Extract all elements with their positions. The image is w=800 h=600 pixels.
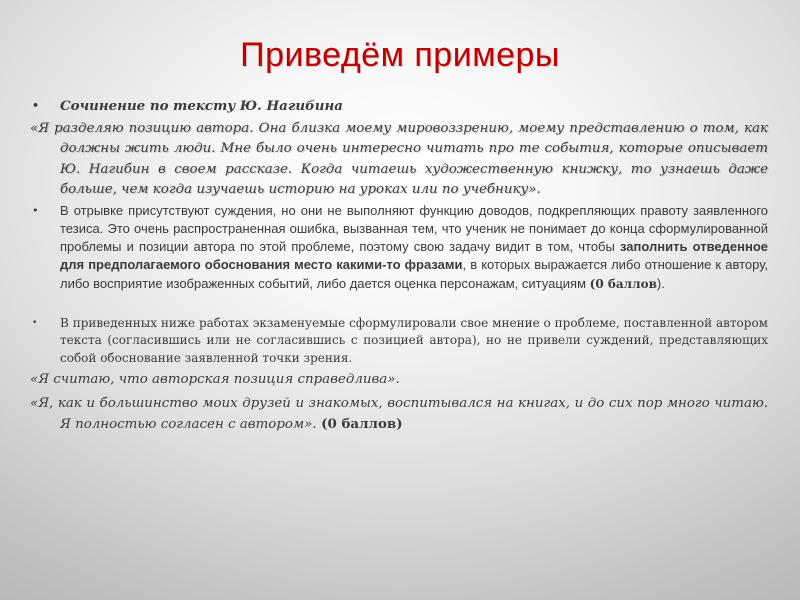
comment2-text: В приведенных ниже работах экзаменуемые сформулировали свое мнение о проблеме, поставленной автором текста (согласившись или не согласившись с позицией автора), но не привели суждений, представляющих собой обоснование заявленной точки зрения. [60, 315, 768, 365]
spacer [30, 293, 768, 315]
bullet-icon: • [32, 99, 40, 112]
source-bullet [30, 96, 768, 117]
comment-text-bold: заполнить отведенное для предполагаемого обоснования место какими-то фразами [60, 239, 768, 273]
quote-paragraph [30, 119, 768, 201]
bullet-icon: • [32, 317, 38, 328]
comment-end: ). [656, 275, 665, 291]
source-title: Сочинение по тексту Ю. Нагибина [60, 98, 343, 114]
quote3-text: «Я, как и большинство моих друзей и знакомых, воспитывался на книгах, и до сих пор много читаю. Я полностью согласен с автором». [30, 395, 768, 433]
quote3-score: (0 баллов) [316, 416, 403, 433]
slide-content [30, 96, 768, 436]
comment-score: (0 баллов [589, 276, 657, 291]
bullet-icon: • [32, 203, 39, 217]
slide-title: Приведём примеры [240, 36, 560, 74]
quote2-text: «Я считаю, что авторская позиция справедлива». [30, 372, 400, 388]
comment-text-part2: , в которых выражается либо отношение к автору, либо восприятие изображенных событий, либо дается оценка персонажам, ситуациям [60, 257, 769, 291]
quote3-paragraph [30, 394, 768, 436]
quote-text: «Я разделяю позицию автора. Она близка моему мировоззрению, моему представлению о том, как должны жить люди. Мне было очень интересно читать про те события, которые описывает Ю. Нагибин в своем рассказе. Когда читаешь художественную книжку, то узнаешь даже больше, чем когда изучаешь историю на уроках или по учебнику». [30, 120, 768, 197]
comment-paragraph [30, 202, 768, 293]
comment2-paragraph [30, 315, 768, 368]
comment-text-part1: В отрывке присутствуют суждения, но они не выполняют функцию доводов, подкрепляющих правоту заявленного тезиса. Это очень распространенная ошибка, вызванная тем, что ученик не понимает до конца сформулированной проблемы и позиции автора по этой проблеме, поэтому свою задачу видит в том, чтобы [60, 202, 768, 255]
quote2-paragraph [30, 370, 768, 391]
